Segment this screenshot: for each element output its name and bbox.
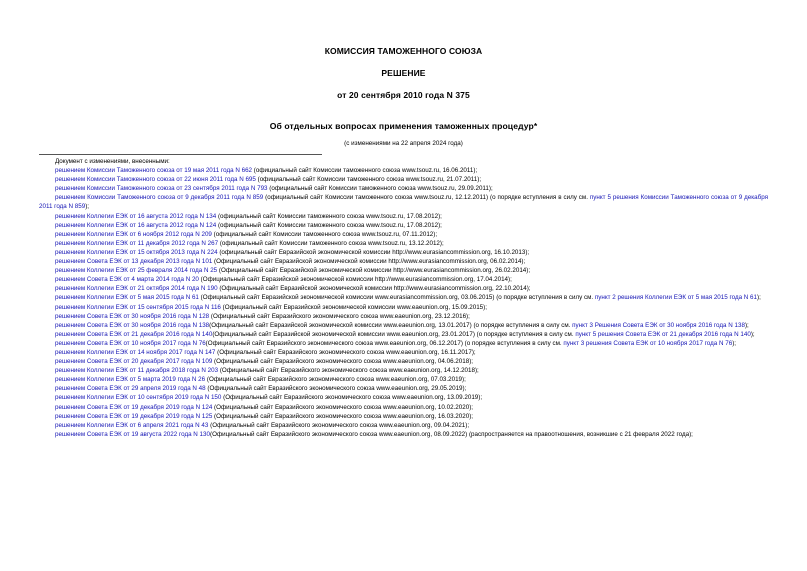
amendment-link[interactable]: решением Совета ЕЭК от 10 ноября 2017 года N 76 — [55, 339, 206, 347]
document-type-heading: РЕШЕНИЕ — [381, 68, 426, 78]
document-subject-heading: Об отдельных вопросах применения таможенных процедур* — [269, 121, 538, 131]
amendment-link[interactable]: решением Коллегии ЕЭК от 16 августа 2012 года N 124 — [55, 221, 217, 229]
amendment-link[interactable]: решением Коллегии ЕЭК от 25 февраля 2014 года N 25 — [55, 267, 218, 275]
entry-into-force-link[interactable]: пункт 3 решения Совета ЕЭК от 10 ноября 2017 года N 76 — [563, 339, 733, 347]
amendment-source: (официальный сайт Комиссии таможенного союза www.tsouz.ru, 17.08.2012); — [216, 221, 442, 229]
amendment-source: (Официальный сайт Евразийской экономической комиссии www.eaeunion.org, 15.09.2015); — [220, 303, 487, 311]
document-date-heading: от 20 сентября 2010 года N 375 — [337, 90, 470, 100]
amendment-item — [39, 175, 768, 184]
amendment-item — [39, 230, 768, 239]
amendment-source: (Официальный сайт Евразийского экономического союза www.eaeunion.org, 08.09.2022) (распространяется на правоотношения, возникшие с 21 февраля 2022 года); — [210, 430, 693, 438]
amendment-link[interactable]: решением Совета ЕЭК от 13 декабря 2013 года N 101 — [55, 258, 213, 266]
amendment-link[interactable]: решением Совета ЕЭК от 30 ноября 2016 года N 138 — [55, 321, 210, 329]
amendment-source: (официальный сайт Комиссии таможенного союза www.tsouz.ru, 16.06.2011); — [252, 167, 478, 175]
amendment-item — [39, 384, 768, 393]
amendment-source: (Официальный сайт Евразийского экономического союза www.eaeunion.org, 04.06.2018); — [212, 358, 474, 366]
amendment-source: (Официальный сайт Евразийского экономического союза www.eaeunion.org, 10.02.2020); — [212, 403, 474, 411]
amendment-source: (Официальный сайт Евразийского экономического союза www.eaeunion.org, 16.11.2017); — [215, 348, 476, 356]
amendment-item — [39, 166, 768, 175]
amendment-link[interactable]: решением Коллегии ЕЭК от 14 ноября 2017 года N 147 — [55, 348, 216, 356]
amendment-source: (официальный сайт Комиссии таможенного союза www.tsouz.ru, 21.07.2011); — [255, 176, 482, 184]
amendment-source: (Официальный сайт Евразийской экономической комиссии www.eaeunion.org, 23.01.2017) (о порядке вступления в силу см. — [212, 330, 576, 338]
amendment-source: (Официальный сайт Евразийской экономической комиссии http://www.eurasiancommission.org, 22.10.2014); — [217, 285, 531, 293]
amendment-link[interactable]: решением Комиссии Таможенного союза от 23 сентября 2011 года N 793 — [55, 185, 268, 193]
amendment-tail: ); — [732, 339, 737, 347]
amendment-item — [39, 257, 768, 266]
amendment-link[interactable]: решением Коллегии ЕЭК от 11 декабря 2018 года N 203 — [55, 367, 219, 375]
amendment-item — [39, 312, 768, 321]
amendment-link[interactable]: решением Совета ЕЭК от 19 августа 2022 года N 130 — [55, 430, 210, 438]
amendment-source: (Официальный сайт Евразийского экономического союза www.eaeunion.org, 14.12.2018); — [218, 367, 479, 375]
amendment-source: (Официальный сайт Евразийского экономического союза www.eaeunion.org, 13.09.2019); — [221, 394, 483, 402]
amendment-item — [39, 275, 768, 284]
amendment-item — [39, 357, 768, 366]
amendments-list — [39, 157, 768, 439]
amendment-source: (Официальный сайт Евразийской экономической комиссии http://www.eurasiancommission.org, 06.02.2014); — [212, 258, 526, 266]
amendment-item — [39, 403, 768, 412]
amendment-link[interactable]: решением Коллегии ЕЭК от 15 октября 2013 года N 224 — [55, 248, 218, 256]
amendment-source: (Официальный сайт Евразийской экономической комиссии www.eaeunion.org, 13.01.2017) (о порядке вступления в силу см. — [209, 321, 573, 329]
amendment-link[interactable]: решением Коллегии ЕЭК от 5 мая 2015 года N 61 — [55, 294, 199, 302]
amendment-source: (официальный сайт Комиссии таможенного союза www.tsouz.ru, 29.09.2011); — [267, 185, 493, 193]
amendment-link[interactable]: решением Совета ЕЭК от 30 ноября 2016 года N 128 — [55, 312, 210, 320]
amendment-item — [39, 321, 768, 330]
amendment-link[interactable]: решением Совета ЕЭК от 19 декабря 2019 года N 124 — [55, 403, 213, 411]
amendment-item — [39, 193, 768, 211]
amendment-item — [39, 393, 768, 402]
amendment-item — [39, 339, 768, 348]
edition-note: (с изменениями на 22 апреля 2024 года) — [344, 140, 463, 147]
amendment-source: (официальный сайт Евразийской экономической комиссии http://www.eurasiancommission.org, 16.10.2013); — [217, 248, 530, 256]
amendment-item — [39, 366, 768, 375]
amendment-item — [39, 421, 768, 430]
amendment-item — [39, 303, 768, 312]
amendment-link[interactable]: решением Совета ЕЭК от 4 марта 2014 года N 20 — [55, 276, 199, 284]
amendment-link[interactable]: решением Коллегии ЕЭК от 6 ноября 2012 года N 209 — [55, 230, 212, 238]
amendment-item — [39, 221, 768, 230]
amendment-link[interactable]: решением Коллегии ЕЭК от 15 сентября 2015 года N 116 — [55, 303, 221, 311]
amendment-source: (Официальный сайт Евразийского экономического союза www.eaeunion.org, 09.04.2021); — [208, 421, 470, 429]
amendment-item — [39, 375, 768, 384]
amendment-link[interactable]: решением Комиссии Таможенного союза от 22 июня 2011 года N 695 — [55, 176, 256, 184]
amendment-link[interactable]: решением Коллегии ЕЭК от 11 декабря 2012 года N 267 — [55, 239, 219, 247]
amendment-item — [39, 293, 768, 302]
footnote-separator — [39, 154, 322, 155]
amendment-link[interactable]: решением Коллегии ЕЭК от 10 сентября 2019 года N 150 — [55, 394, 222, 402]
amendment-source: (Официальный сайт Евразийской экономической комиссии http://www.eurasiancommission.org, 26.02.2014); — [217, 267, 531, 275]
amendment-link[interactable]: решением Коллегии ЕЭК от 21 октября 2014 года N 190 — [55, 285, 218, 293]
amendment-source: (Официальный сайт Евразийского экономического союза www.eaeunion.org, 07.03.2019); — [205, 376, 466, 384]
entry-into-force-link[interactable]: пункт 2 решения Коллегии ЕЭК от 5 мая 2015 года N 61 — [594, 294, 758, 302]
amendment-item — [39, 284, 768, 293]
amendment-item — [39, 412, 768, 421]
amendment-link[interactable]: решением Коллегии ЕЭК от 16 августа 2012 года N 134 — [55, 212, 217, 220]
amendment-source: (официальный сайт Комиссии таможенного союза www.tsouz.ru, 17.08.2012); — [216, 212, 442, 220]
amendment-link[interactable]: решением Коллегии ЕЭК от 5 марта 2019 года N 26 — [55, 376, 206, 384]
amendment-item — [39, 239, 768, 248]
amendment-tail: ); — [757, 294, 761, 302]
amendment-source: (официальный сайт Комиссии таможенного союза www.tsouz.ru, 12.12.2011) (о порядке вступления в силу см. — [263, 194, 590, 202]
entry-into-force-link[interactable]: пункт 5 решения Совета ЕЭК от 21 декабря 2016 года N 140 — [575, 330, 751, 338]
amendment-source: (Официальный сайт Евразийской экономической комиссии http://www.eurasiancommission.org, 17.04.2014); — [198, 276, 512, 284]
amendment-tail: ); — [744, 321, 749, 329]
amendment-item — [39, 348, 768, 357]
amendment-source: (Официальный сайт Евразийского экономического союза www.eaeunion.org, 29.05.2019); — [205, 385, 467, 393]
commission-heading: КОМИССИЯ ТАМОЖЕННОГО СОЮЗА — [324, 46, 483, 56]
amendment-item — [39, 248, 768, 257]
amendment-link[interactable]: решением Комиссии Таможенного союза от 19 мая 2011 года N 662 — [55, 167, 253, 175]
amendment-source: (Официальный сайт Евразийского экономического союза www.eaeunion.org, 16.03.2020); — [212, 412, 474, 420]
amendment-item — [39, 212, 768, 221]
entry-into-force-link[interactable]: пункт 3 Решения Совета ЕЭК от 30 ноября 2016 года N 138 — [572, 321, 745, 329]
amendment-link[interactable]: решением Комиссии Таможенного союза от 9 декабря 2011 года N 859 — [55, 194, 264, 202]
amendment-link[interactable]: решением Совета ЕЭК от 19 декабря 2019 года N 125 — [55, 412, 213, 420]
amendment-item — [39, 266, 768, 275]
amendment-link[interactable]: решением Совета ЕЭК от 29 апреля 2019 года N 48 — [55, 385, 206, 393]
amendment-source: (Официальный сайт Евразийского экономического союза www.eaeunion.org, 06.12.2017) (о порядке вступления в силу см. — [205, 339, 564, 347]
amendment-item — [39, 184, 768, 193]
entry-into-force-link[interactable]: пункт 5 решения Комиссии Таможенного союза от 9 декабря 2011 года N 859 — [39, 194, 768, 211]
amendment-item — [39, 430, 768, 439]
amendment-source: (официальный сайт Комиссии таможенного союза www.tsouz.ru, 13.12.2012); — [218, 239, 444, 247]
amendment-source: (официальный сайт Комиссии таможенного союза www.tsouz.ru, 07.11.2012); — [211, 230, 438, 238]
amendment-link[interactable]: решением Коллегии ЕЭК от 6 апреля 2021 года N 43 — [55, 421, 209, 429]
amendment-link[interactable]: решением Совета ЕЭК от 21 декабря 2016 года N 140 — [55, 330, 213, 338]
amendment-source: (Официальный сайт Евразийской экономической комиссии www.eurasiancommission.org, 03.06.2015) (о порядке вступления в силу см. — [198, 294, 595, 302]
amendment-tail: ); — [85, 203, 90, 211]
amendment-item — [39, 330, 768, 339]
amendments-intro: Документ с изменениями, внесенными: — [55, 158, 170, 165]
amendment-link[interactable]: решением Совета ЕЭК от 20 декабря 2017 года N 109 — [55, 358, 213, 366]
amendment-tail: ); — [750, 330, 755, 338]
amendment-source: (Официальный сайт Евразийского экономического союза www.eaeunion.org, 23.12.2016); — [209, 312, 470, 320]
